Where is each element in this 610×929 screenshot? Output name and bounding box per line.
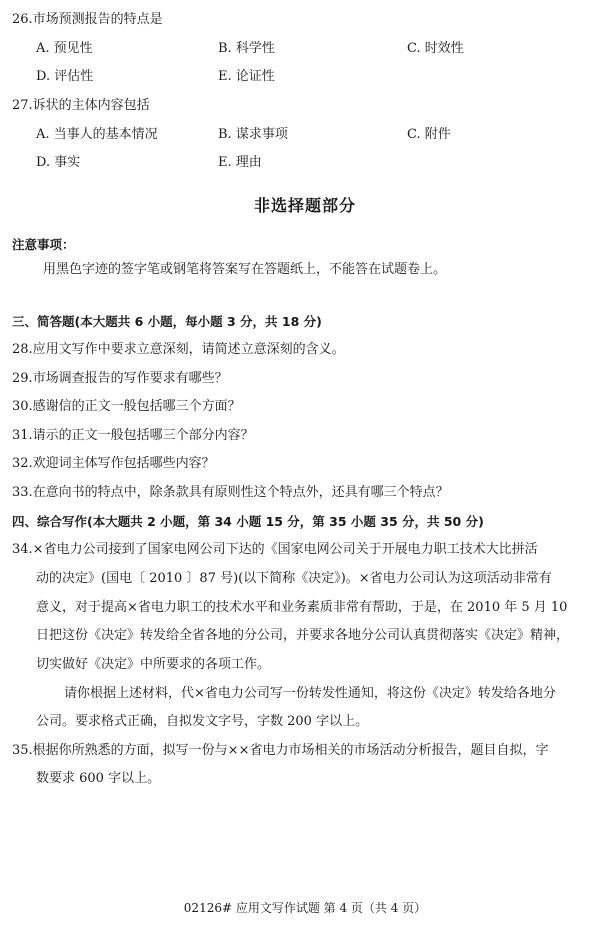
question-27-stem: 27.诉状的主体内容包括 bbox=[12, 98, 150, 113]
question-27-option-a: A. 当事人的基本情况 bbox=[36, 127, 158, 142]
question-35-line: 数要求 600 字以上。 bbox=[36, 771, 161, 786]
page-footer: 02126# 应用文写作试题 第 4 页（共 4 页） bbox=[183, 901, 427, 915]
question-26-option-e: E. 论证性 bbox=[218, 69, 275, 84]
question-32: 32.欢迎词主体写作包括哪些内容？ bbox=[12, 456, 215, 471]
question-34-line: 切实做好《决定》中所要求的各项工作。 bbox=[36, 657, 271, 672]
question-26-option-b: B. 科学性 bbox=[218, 41, 275, 56]
question-34-task-line: 公司。要求格式正确，自拟发文字号，字数 200 字以上。 bbox=[36, 714, 369, 729]
question-34-line: 日把这份《决定》转发给全省各地的分公司，并要求各地分公司认真贯彻落实《决定》精神， bbox=[36, 628, 570, 643]
question-27-option-c: C. 附件 bbox=[407, 127, 451, 142]
question-27-option-e: E. 理由 bbox=[218, 155, 262, 170]
question-26-stem: 26.市场预测报告的特点是 bbox=[12, 12, 163, 27]
section-title: 非选择题部分 bbox=[253, 196, 356, 215]
question-28: 28.应用文写作中要求立意深刻，请简述立意深刻的含义。 bbox=[12, 342, 345, 357]
notice-heading: 注意事项： bbox=[12, 237, 75, 252]
question-26-option-a: A. 预见性 bbox=[36, 41, 93, 56]
part3-heading: 三、简答题(本大题共 6 小题，每小题 3 分，共 18 分) bbox=[12, 314, 322, 329]
question-26-option-c: C. 时效性 bbox=[407, 41, 464, 56]
question-27-option-b: B. 谋求事项 bbox=[218, 127, 288, 142]
question-30: 30.感谢信的正文一般包括哪三个方面？ bbox=[12, 399, 241, 414]
question-35-line: 35.根据你所熟悉的方面，拟写一份与××省电力市场相关的市场活动分析报告，题目自拟，字 bbox=[12, 743, 549, 758]
question-27-option-d: D. 事实 bbox=[36, 155, 81, 170]
question-34-task-line: 请你根据上述材料，代×省电力公司写一份转发性通知，将这份《决定》转发给各地分 bbox=[64, 686, 556, 701]
notice-text: 用黑色字迹的签字笔或钢笔将答案写在答题纸上，不能答在试题卷上。 bbox=[43, 262, 447, 277]
question-33: 33.在意向书的特点中，除条款具有原则性这个特点外，还具有哪三个特点？ bbox=[12, 485, 449, 500]
question-31: 31.请示的正文一般包括哪三个部分内容？ bbox=[12, 428, 254, 443]
question-34-line: 34.×省电力公司接到了国家电网公司下达的《国家电网公司关于开展电力职工技术大比拼活 bbox=[12, 542, 538, 557]
question-34-line: 意义，对于提高×省电力职工的技术水平和业务素质非常有帮助，于是，在 2010 年 5 月 10 bbox=[36, 600, 568, 615]
question-34-line: 动的决定》(国电〔 2010 〕87 号)(以下简称《决定》)。×省电力公司认为这项活动非常有 bbox=[36, 571, 552, 586]
part4-heading: 四、综合写作(本大题共 2 小题，第 34 小题 15 分，第 35 小题 35 分，共 50 分) bbox=[12, 514, 484, 529]
question-26-option-d: D. 评估性 bbox=[36, 69, 94, 84]
question-29: 29.市场调查报告的写作要求有哪些？ bbox=[12, 371, 228, 386]
